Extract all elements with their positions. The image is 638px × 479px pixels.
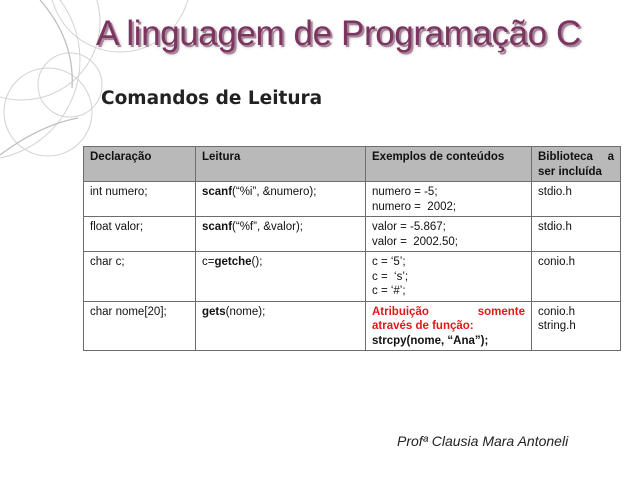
- header-leitura: Leitura: [196, 147, 366, 182]
- function-name: scanf: [202, 221, 233, 233]
- library-name: conio.h: [538, 256, 576, 268]
- library-name: string.h: [538, 320, 576, 332]
- example-line: numero = -5;: [372, 186, 438, 198]
- cell-biblioteca: [532, 301, 621, 351]
- table-row: [84, 182, 621, 217]
- author-footer: Profª Clausia Mara Antoneli: [397, 433, 569, 449]
- cell-biblioteca: [532, 252, 621, 302]
- cell-declaracao: float valor;: [84, 217, 196, 252]
- example-code-line: strcpy(nome, “Ana”);: [372, 334, 489, 347]
- table-row: [84, 301, 621, 351]
- example-line: c = ‘5’;: [372, 256, 406, 268]
- example-line: valor = -5.867;: [372, 221, 446, 233]
- header-exemplos: Exemplos de conteúdos: [366, 147, 532, 182]
- cell-exemplos: [366, 182, 532, 217]
- commands-table: [83, 146, 621, 351]
- cell-declaracao: char c;: [84, 252, 196, 302]
- cell-biblioteca: [532, 182, 621, 217]
- cell-declaracao: char nome[20];: [84, 301, 196, 351]
- table-row: [84, 252, 621, 302]
- function-args: (nome);: [225, 305, 266, 318]
- library-name: stdio.h: [538, 186, 572, 198]
- function-name: gets: [202, 305, 226, 318]
- function-args: (“%i”, &numero);: [232, 186, 317, 198]
- example-line: valor = 2002.50;: [372, 235, 458, 248]
- function-args: (“%f”, &valor);: [232, 221, 303, 233]
- example-note-line-2: através de função:: [372, 320, 474, 332]
- cell-leitura: [196, 301, 366, 351]
- header-declaracao: Declaração: [84, 147, 196, 182]
- header-biblioteca-line-1: Biblioteca a: [538, 151, 614, 163]
- example-line: numero = 2002;: [372, 200, 457, 213]
- function-name: scanf: [202, 186, 233, 198]
- assignment-prefix: c=: [202, 256, 215, 268]
- example-line: c = ‘#’;: [372, 285, 406, 297]
- section-subtitle: Comandos de Leitura: [101, 88, 323, 109]
- cell-biblioteca: [532, 217, 621, 252]
- example-note-line-1: [372, 305, 525, 320]
- header-biblioteca: [532, 147, 621, 182]
- cell-exemplos: [366, 252, 532, 302]
- cell-exemplos: [366, 301, 532, 351]
- cell-leitura: [196, 182, 366, 217]
- page-title: A linguagem de Programação C: [96, 14, 581, 53]
- library-name: stdio.h: [538, 221, 572, 233]
- function-name: getche: [214, 256, 252, 268]
- cell-leitura: [196, 217, 366, 252]
- example-note-word: Atribuição: [372, 305, 429, 318]
- header-biblioteca-line-2: ser incluída: [538, 165, 602, 178]
- function-args: ();: [251, 256, 263, 268]
- example-note-word: somente: [477, 305, 525, 318]
- table-row: [84, 217, 621, 252]
- library-name: conio.h: [538, 305, 576, 318]
- cell-leitura: [196, 252, 366, 302]
- cell-exemplos: [366, 217, 532, 252]
- cell-declaracao: int numero;: [84, 182, 196, 217]
- table-header-row: [84, 147, 621, 182]
- example-line: c = ‘s’;: [372, 270, 409, 283]
